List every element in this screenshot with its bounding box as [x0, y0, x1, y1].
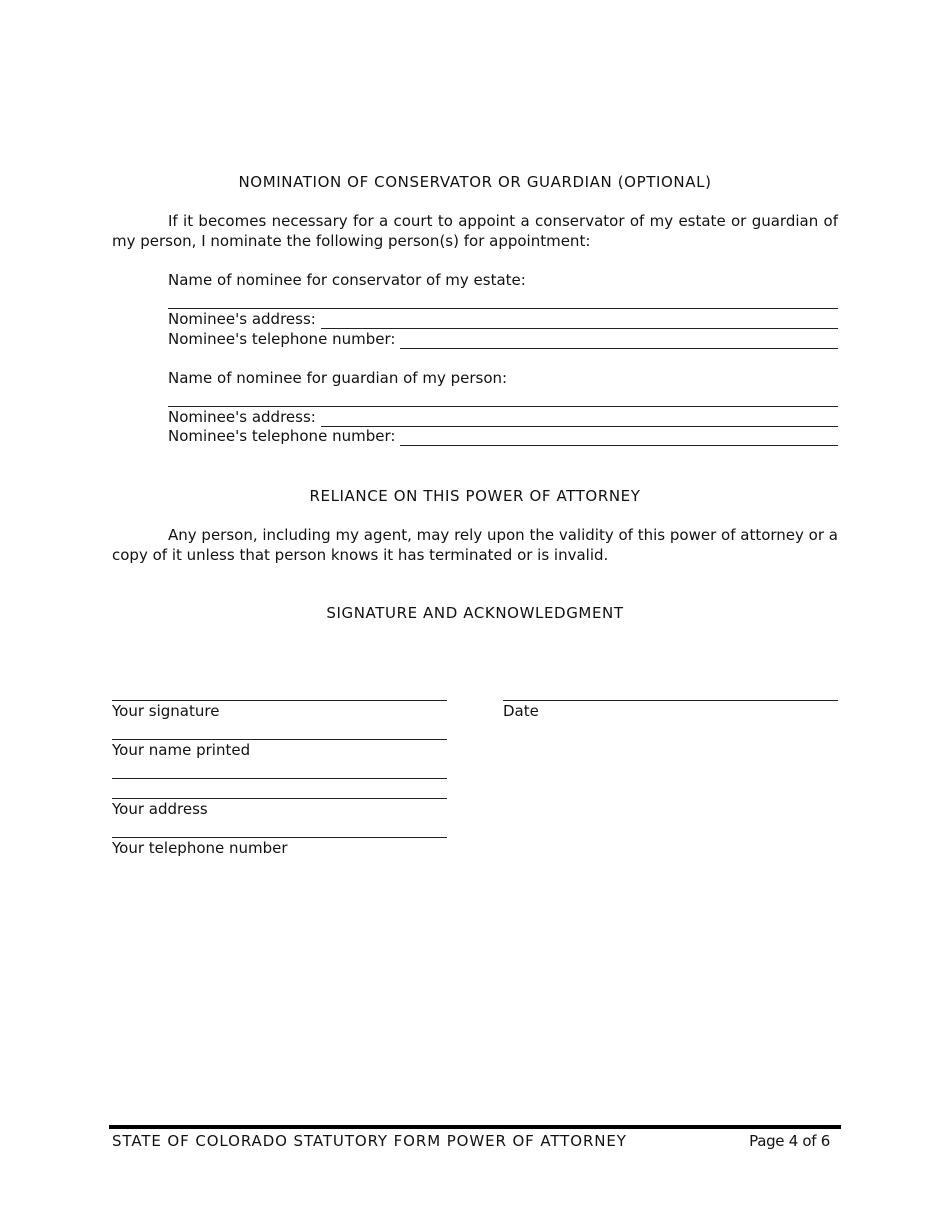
guardian-phone-label: Nominee's telephone number: [168, 427, 396, 445]
page-number: Page 4 of 6 [749, 1132, 830, 1150]
date-label: Date [503, 702, 539, 720]
nomination-heading: NOMINATION OF CONSERVATOR OR GUARDIAN (OPTIONAL) [238, 173, 712, 191]
address-field-line-1[interactable] [112, 778, 447, 779]
footer-title: STATE OF COLORADO STATUTORY FORM POWER OF ATTORNEY [112, 1132, 627, 1150]
reliance-heading: RELIANCE ON THIS POWER OF ATTORNEY [309, 487, 641, 505]
address-field-line-2[interactable] [112, 798, 447, 799]
nomination-intro: If it becomes necessary for a court to appoint a conservator of my estate or guardian of my person, I nominate the following person(s) for appointment: [112, 212, 838, 250]
conservator-name-label: Name of nominee for conservator of my estate: [168, 271, 526, 289]
signature-field[interactable] [112, 700, 447, 701]
conservator-address-field[interactable] [321, 313, 838, 329]
guardian-phone-row [168, 427, 838, 446]
guardian-address-row [168, 408, 838, 427]
guardian-address-label: Nominee's address: [168, 408, 316, 426]
telephone-label: Your telephone number [112, 839, 288, 857]
footer-rule [109, 1125, 841, 1129]
address-label: Your address [112, 800, 208, 818]
telephone-field[interactable] [112, 837, 447, 838]
conservator-name-field[interactable] [168, 308, 838, 309]
guardian-address-field[interactable] [321, 411, 838, 427]
signature-heading: SIGNATURE AND ACKNOWLEDGMENT [326, 604, 624, 622]
name-printed-field[interactable] [112, 739, 447, 740]
conservator-phone-label: Nominee's telephone number: [168, 330, 396, 348]
reliance-text: Any person, including my agent, may rely upon the validity of this power of attorney or a copy of it unless that person knows it has terminated or is invalid. [112, 526, 838, 564]
conservator-address-label: Nominee's address: [168, 310, 316, 328]
guardian-phone-field[interactable] [400, 430, 838, 446]
signature-label: Your signature [112, 702, 220, 720]
guardian-name-label: Name of nominee for guardian of my person: [168, 369, 508, 387]
date-field[interactable] [503, 700, 838, 701]
conservator-phone-field[interactable] [400, 333, 838, 349]
name-printed-label: Your name printed [112, 741, 251, 759]
conservator-address-row [168, 310, 838, 329]
conservator-phone-row [168, 330, 838, 349]
guardian-name-field[interactable] [168, 406, 838, 407]
